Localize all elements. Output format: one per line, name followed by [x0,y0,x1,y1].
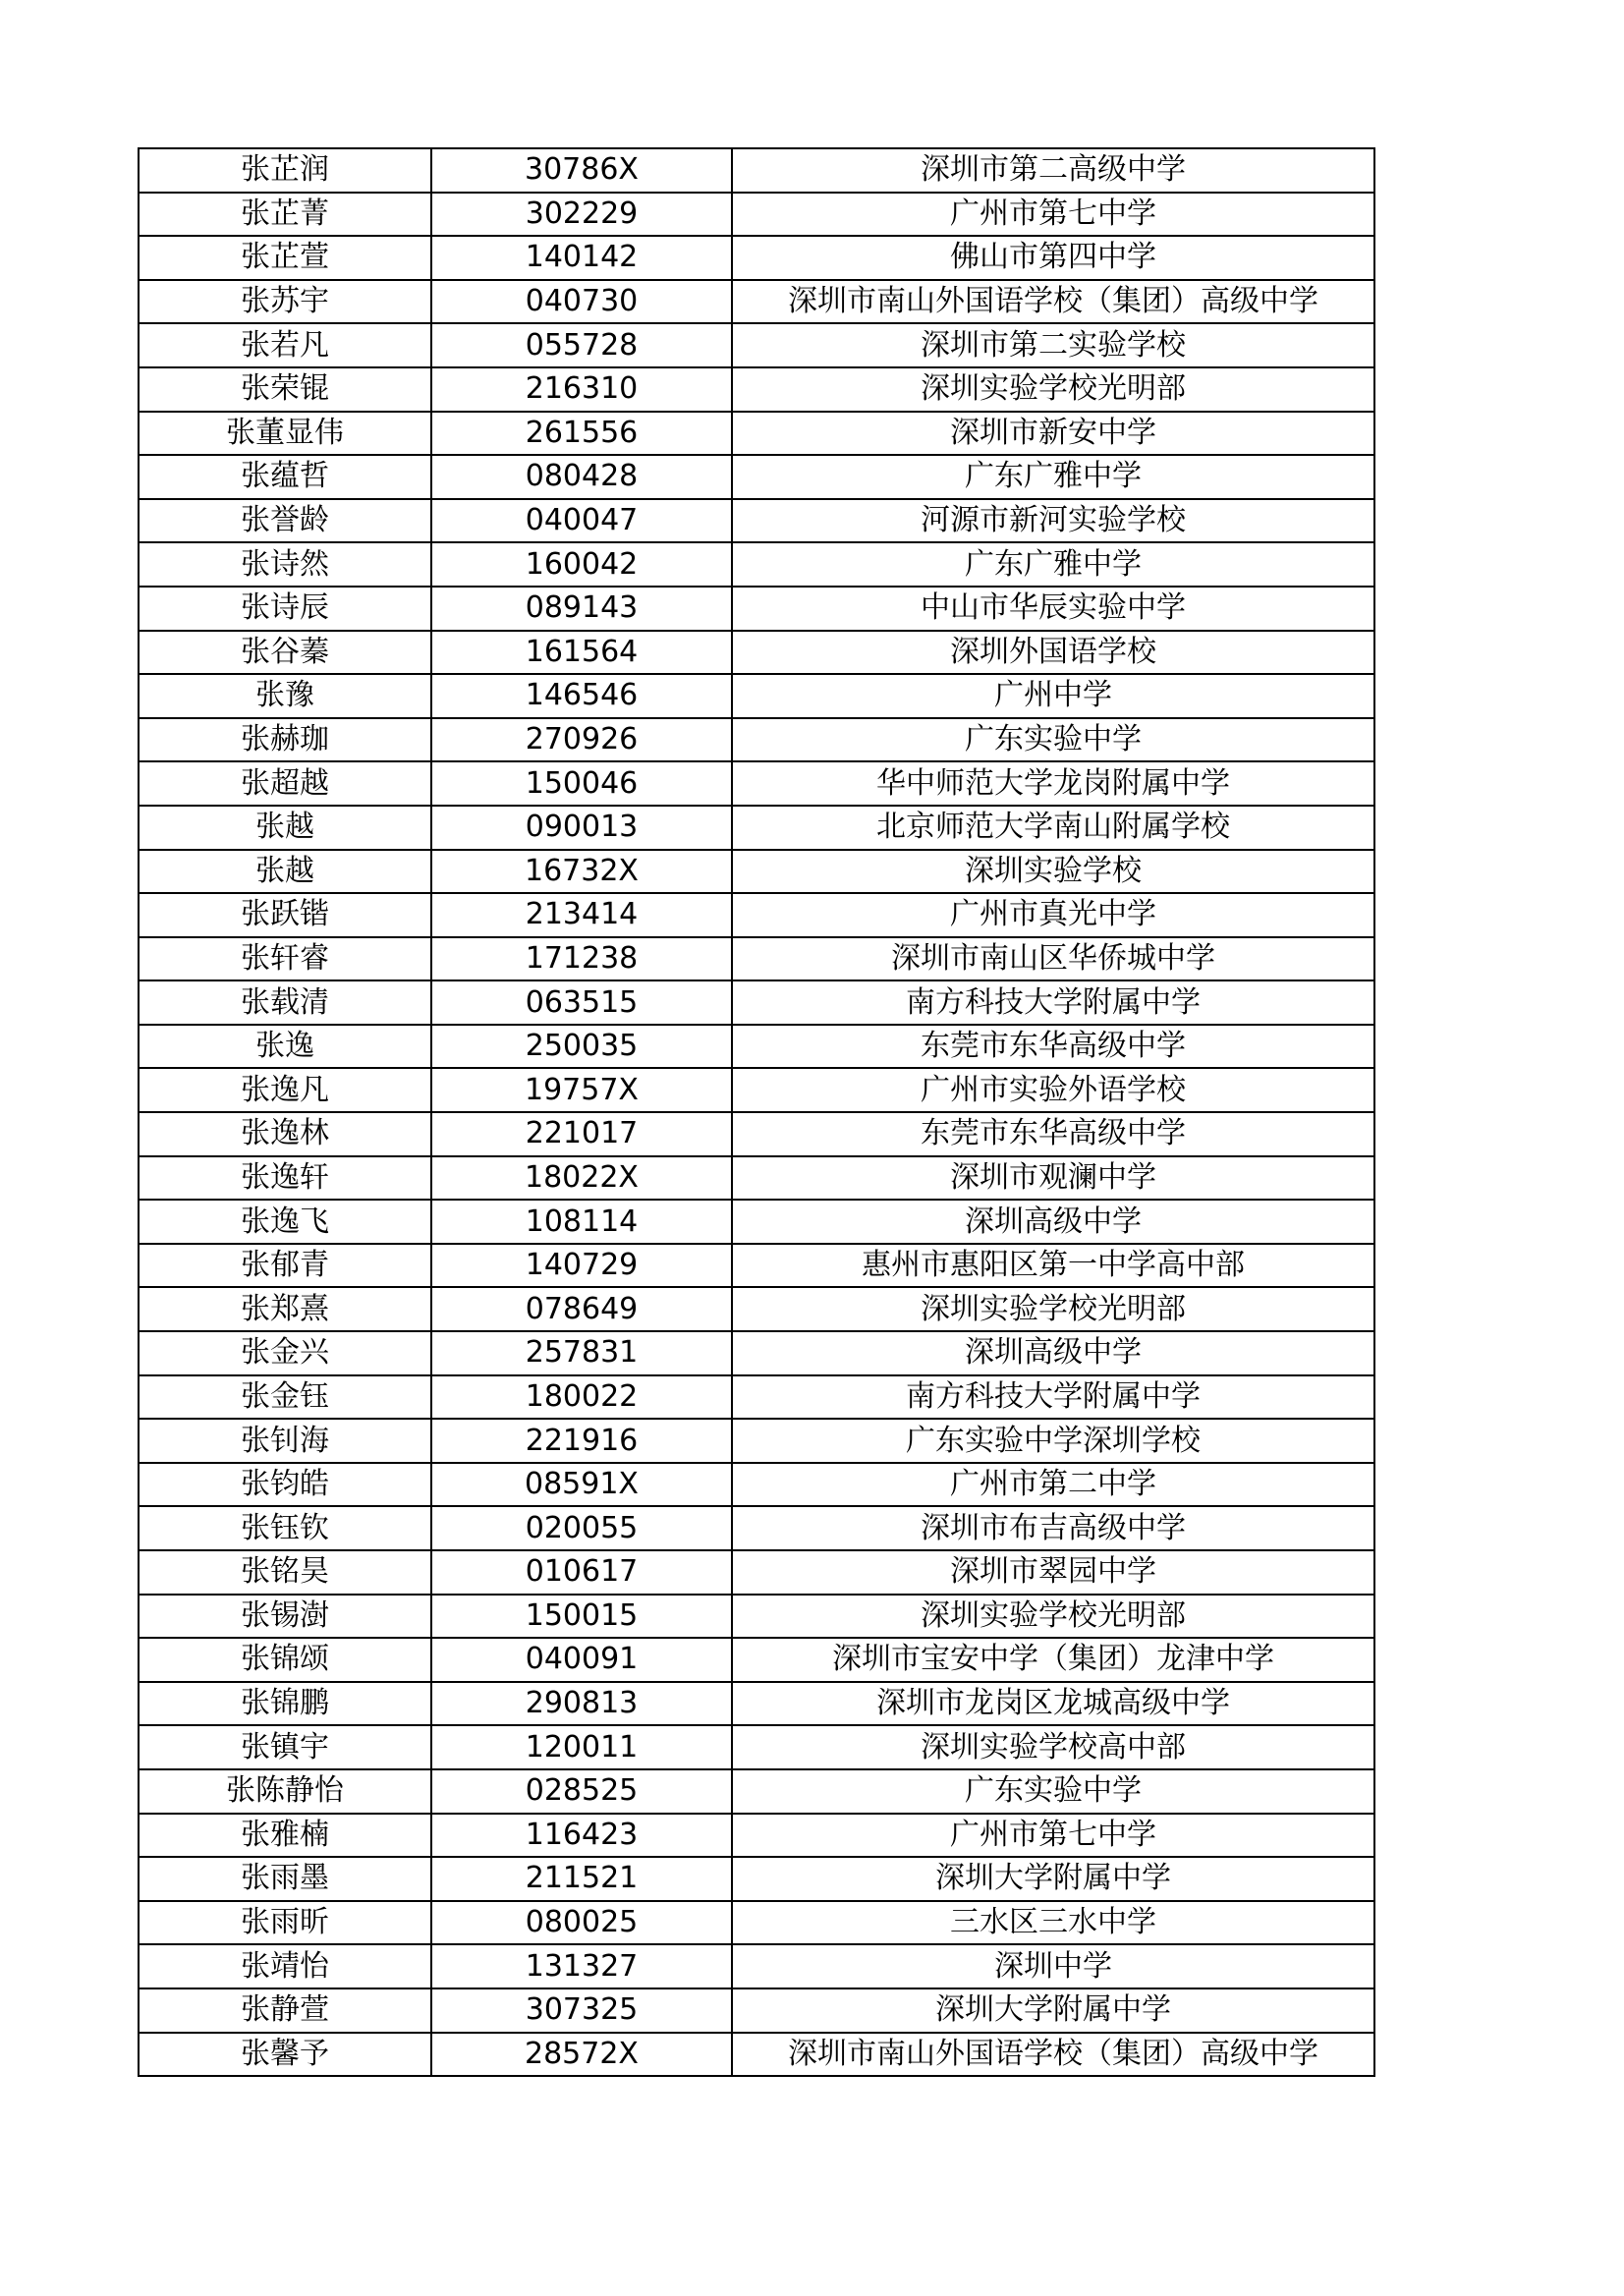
student-id-cell: 090013 [431,806,732,850]
student-name-cell: 张陈静怡 [139,1769,431,1814]
roster-table [138,147,1375,2077]
student-name-cell: 张越 [139,806,431,850]
table-row [139,323,1374,367]
table-row [139,542,1374,587]
school-name-cell: 深圳市观澜中学 [732,1156,1374,1201]
student-name-cell: 张馨予 [139,2033,431,2077]
school-name-cell: 深圳大学附属中学 [732,1988,1374,2033]
table-row [139,1901,1374,1945]
school-name-cell: 深圳市宝安中学（集团）龙津中学 [732,1638,1374,1682]
student-name-cell: 张铭昊 [139,1550,431,1595]
student-id-cell: 250035 [431,1025,732,1069]
school-name-cell: 深圳市翠园中学 [732,1550,1374,1595]
table-row [139,1550,1374,1595]
school-name-cell: 惠州市惠阳区第一中学高中部 [732,1244,1374,1288]
table-row [139,1506,1374,1550]
student-id-cell: 055728 [431,323,732,367]
table-row [139,455,1374,499]
student-name-cell: 张逸轩 [139,1156,431,1201]
school-name-cell: 中山市华辰实验中学 [732,587,1374,631]
student-id-cell: 140142 [431,236,732,280]
student-name-cell: 张逸飞 [139,1200,431,1244]
table-row [139,761,1374,806]
student-name-cell: 张诗然 [139,542,431,587]
school-name-cell: 南方科技大学附属中学 [732,1375,1374,1420]
table-row [139,980,1374,1025]
school-name-cell: 广州市第七中学 [732,1814,1374,1858]
table-row [139,280,1374,324]
school-name-cell: 深圳实验学校高中部 [732,1725,1374,1769]
student-id-cell: 28572X [431,2033,732,2077]
school-name-cell: 深圳中学 [732,1944,1374,1988]
student-id-cell: 16732X [431,850,732,894]
student-name-cell: 张逸 [139,1025,431,1069]
student-name-cell: 张锦颂 [139,1638,431,1682]
school-name-cell: 东莞市东华高级中学 [732,1112,1374,1156]
school-name-cell: 广州市真光中学 [732,893,1374,937]
table-row [139,1638,1374,1682]
student-name-cell: 张钧皓 [139,1463,431,1507]
table-row [139,1988,1374,2033]
student-name-cell: 张钰钦 [139,1506,431,1550]
student-name-cell: 张郁青 [139,1244,431,1288]
student-id-cell: 150015 [431,1595,732,1639]
school-name-cell: 深圳外国语学校 [732,631,1374,675]
table-row [139,1112,1374,1156]
student-id-cell: 213414 [431,893,732,937]
school-name-cell: 三水区三水中学 [732,1901,1374,1945]
school-name-cell: 深圳高级中学 [732,1331,1374,1375]
table-row [139,499,1374,543]
school-name-cell: 深圳市第二高级中学 [732,148,1374,193]
student-name-cell: 张荣锟 [139,367,431,412]
student-name-cell: 张钊海 [139,1419,431,1463]
table-row [139,2033,1374,2077]
table-row [139,193,1374,237]
table-row [139,1463,1374,1507]
table-row [139,1725,1374,1769]
student-name-cell: 张郑熹 [139,1287,431,1331]
table-row [139,367,1374,412]
table-row [139,806,1374,850]
student-id-cell: 19757X [431,1068,732,1112]
student-id-cell: 131327 [431,1944,732,1988]
student-name-cell: 张载清 [139,980,431,1025]
table-row [139,1419,1374,1463]
student-id-cell: 040730 [431,280,732,324]
school-name-cell: 深圳市南山外国语学校（集团）高级中学 [732,280,1374,324]
student-name-cell: 张雅楠 [139,1814,431,1858]
student-id-cell: 307325 [431,1988,732,2033]
table-row [139,1944,1374,1988]
school-name-cell: 华中师范大学龙岗附属中学 [732,761,1374,806]
student-id-cell: 063515 [431,980,732,1025]
table-row [139,937,1374,981]
student-id-cell: 080428 [431,455,732,499]
student-name-cell: 张逸凡 [139,1068,431,1112]
student-id-cell: 078649 [431,1287,732,1331]
table-row [139,1595,1374,1639]
student-id-cell: 18022X [431,1156,732,1201]
school-name-cell: 广州市第七中学 [732,193,1374,237]
student-id-cell: 080025 [431,1901,732,1945]
student-id-cell: 160042 [431,542,732,587]
student-name-cell: 张芷菁 [139,193,431,237]
school-name-cell: 深圳大学附属中学 [732,1857,1374,1901]
table-row [139,1331,1374,1375]
table-row [139,236,1374,280]
student-id-cell: 221017 [431,1112,732,1156]
school-name-cell: 深圳市第二实验学校 [732,323,1374,367]
school-name-cell: 东莞市东华高级中学 [732,1025,1374,1069]
student-name-cell: 张谷蓁 [139,631,431,675]
student-name-cell: 张跃锴 [139,893,431,937]
student-name-cell: 张董显伟 [139,412,431,456]
school-name-cell: 广州市第二中学 [732,1463,1374,1507]
table-row [139,1857,1374,1901]
school-name-cell: 深圳实验学校 [732,850,1374,894]
student-id-cell: 028525 [431,1769,732,1814]
student-name-cell: 张靖怡 [139,1944,431,1988]
student-id-cell: 180022 [431,1375,732,1420]
student-name-cell: 张金兴 [139,1331,431,1375]
student-name-cell: 张锦鹏 [139,1682,431,1726]
school-name-cell: 深圳市布吉高级中学 [732,1506,1374,1550]
student-name-cell: 张赫珈 [139,718,431,762]
school-name-cell: 深圳市南山外国语学校（集团）高级中学 [732,2033,1374,2077]
student-name-cell: 张芷萱 [139,236,431,280]
school-name-cell: 佛山市第四中学 [732,236,1374,280]
school-name-cell: 深圳实验学校光明部 [732,1595,1374,1639]
student-id-cell: 211521 [431,1857,732,1901]
student-name-cell: 张蕴哲 [139,455,431,499]
school-name-cell: 南方科技大学附属中学 [732,980,1374,1025]
student-name-cell: 张芷润 [139,148,431,193]
school-name-cell: 广东实验中学 [732,718,1374,762]
student-id-cell: 120011 [431,1725,732,1769]
student-name-cell: 张轩睿 [139,937,431,981]
student-id-cell: 116423 [431,1814,732,1858]
student-id-cell: 216310 [431,367,732,412]
student-id-cell: 150046 [431,761,732,806]
student-name-cell: 张静萱 [139,1988,431,2033]
student-id-cell: 290813 [431,1682,732,1726]
school-name-cell: 北京师范大学南山附属学校 [732,806,1374,850]
student-name-cell: 张逸林 [139,1112,431,1156]
student-name-cell: 张豫 [139,674,431,718]
student-id-cell: 221916 [431,1419,732,1463]
student-id-cell: 140729 [431,1244,732,1288]
table-row [139,1200,1374,1244]
student-id-cell: 257831 [431,1331,732,1375]
student-id-cell: 261556 [431,412,732,456]
student-id-cell: 010617 [431,1550,732,1595]
table-row [139,1682,1374,1726]
school-name-cell: 深圳实验学校光明部 [732,1287,1374,1331]
table-row [139,1244,1374,1288]
school-name-cell: 深圳市新安中学 [732,412,1374,456]
student-id-cell: 020055 [431,1506,732,1550]
student-id-cell: 302229 [431,193,732,237]
student-id-cell: 171238 [431,937,732,981]
student-name-cell: 张苏宇 [139,280,431,324]
roster-table-body [139,148,1374,2076]
student-id-cell: 040091 [431,1638,732,1682]
school-name-cell: 广东广雅中学 [732,542,1374,587]
student-name-cell: 张越 [139,850,431,894]
student-id-cell: 161564 [431,631,732,675]
student-id-cell: 089143 [431,587,732,631]
table-row [139,148,1374,193]
table-row [139,1025,1374,1069]
table-row [139,587,1374,631]
table-row [139,718,1374,762]
school-name-cell: 河源市新河实验学校 [732,499,1374,543]
table-row [139,1156,1374,1201]
table-row [139,631,1374,675]
student-id-cell: 040047 [431,499,732,543]
school-name-cell: 广东广雅中学 [732,455,1374,499]
table-row [139,1068,1374,1112]
student-id-cell: 146546 [431,674,732,718]
school-name-cell: 广东实验中学 [732,1769,1374,1814]
school-name-cell: 广州市实验外语学校 [732,1068,1374,1112]
school-name-cell: 深圳实验学校光明部 [732,367,1374,412]
student-name-cell: 张金钰 [139,1375,431,1420]
student-name-cell: 张超越 [139,761,431,806]
student-id-cell: 30786X [431,148,732,193]
student-name-cell: 张雨昕 [139,1901,431,1945]
student-id-cell: 108114 [431,1200,732,1244]
table-row [139,412,1374,456]
table-row [139,1769,1374,1814]
student-name-cell: 张诗辰 [139,587,431,631]
table-row [139,1814,1374,1858]
table-row [139,850,1374,894]
table-row [139,1375,1374,1420]
student-name-cell: 张雨墨 [139,1857,431,1901]
student-id-cell: 270926 [431,718,732,762]
student-name-cell: 张镇宇 [139,1725,431,1769]
table-row [139,1287,1374,1331]
school-name-cell: 深圳高级中学 [732,1200,1374,1244]
table-row [139,893,1374,937]
school-name-cell: 深圳市南山区华侨城中学 [732,937,1374,981]
table-row [139,674,1374,718]
school-name-cell: 广东实验中学深圳学校 [732,1419,1374,1463]
student-id-cell: 08591X [431,1463,732,1507]
school-name-cell: 深圳市龙岗区龙城高级中学 [732,1682,1374,1726]
student-name-cell: 张若凡 [139,323,431,367]
student-name-cell: 张锡澍 [139,1595,431,1639]
school-name-cell: 广州中学 [732,674,1374,718]
student-name-cell: 张誉龄 [139,499,431,543]
